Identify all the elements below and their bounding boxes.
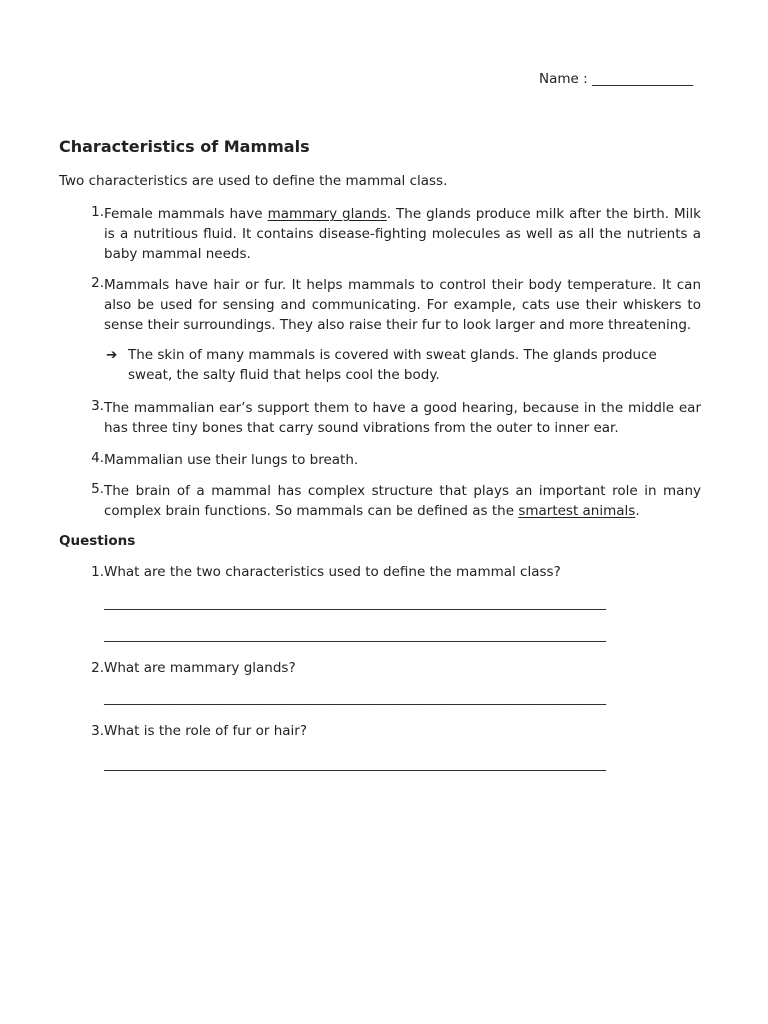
list-item — [81, 398, 701, 438]
name-field[interactable]: Name : _______________ — [539, 71, 694, 87]
question-item — [81, 564, 701, 580]
list-item-text: The brain of a mammal has complex structure that plays an important role in many complex brain functions. So mammals can be defined as the smartest animals. — [104, 483, 701, 519]
list-item-text: Mammalian use their lungs to breath. — [104, 452, 359, 468]
list-number: 1. — [91, 204, 104, 220]
list-number: 2. — [91, 275, 104, 291]
answer-line[interactable]: _____________________________________________________________________________________ — [104, 628, 606, 643]
smartest-animals-term: smartest animals — [518, 503, 636, 519]
list-number: 4. — [91, 450, 104, 466]
answer-line[interactable]: _____________________________________________________________________________________ — [104, 596, 606, 611]
question-text: What are the two characteristics used to define the mammal class? — [104, 564, 561, 580]
answer-line[interactable]: _____________________________________________________________________________________ — [104, 757, 606, 772]
list-item — [81, 450, 701, 470]
note-text: The skin of many mammals is covered with sweat glands. The glands produce sweat, the salty fluid that helps cool the body. — [128, 347, 657, 383]
question-number: 2. — [91, 660, 104, 676]
list-item-text: Female mammals have mammary glands. The glands produce milk after the birth. Milk is a nutritious fluid. It contains disease-fighting molecules as well as all the nutrients a baby mammal needs. — [104, 206, 701, 262]
answer-line[interactable]: _____________________________________________________________________________________ — [104, 691, 606, 706]
question-item — [81, 723, 701, 739]
list-number: 3. — [91, 398, 104, 414]
question-number: 1. — [91, 564, 104, 580]
list-item-text: Mammals have hair or fur. It helps mammals to control their body temperature. It can also be used for sensing and communicating. For example, cats use their whiskers to sense their surroundings. They also raise their fur to look larger and more threatening. — [104, 277, 701, 333]
list-item — [81, 204, 701, 264]
intro-text: Two characteristics are used to define the mammal class. — [59, 173, 448, 189]
list-item-text: The mammalian ear’s support them to have a good hearing, because in the middle ear has three tiny bones that carry sound vibrations from the outer to inner ear. — [104, 400, 701, 436]
question-text: What is the role of fur or hair? — [104, 723, 307, 739]
arrow-right-icon: ➔ — [106, 347, 118, 363]
questions-heading: Questions — [59, 533, 136, 549]
mammary-glands-term: mammary glands — [267, 206, 387, 222]
page-title: Characteristics of Mammals — [59, 137, 310, 156]
list-number: 5. — [91, 481, 104, 497]
question-text: What are mammary glands? — [104, 660, 296, 676]
sweat-glands-note — [106, 345, 666, 385]
list-item — [81, 481, 701, 521]
list-item — [81, 275, 701, 335]
question-number: 3. — [91, 723, 104, 739]
question-item — [81, 660, 701, 676]
